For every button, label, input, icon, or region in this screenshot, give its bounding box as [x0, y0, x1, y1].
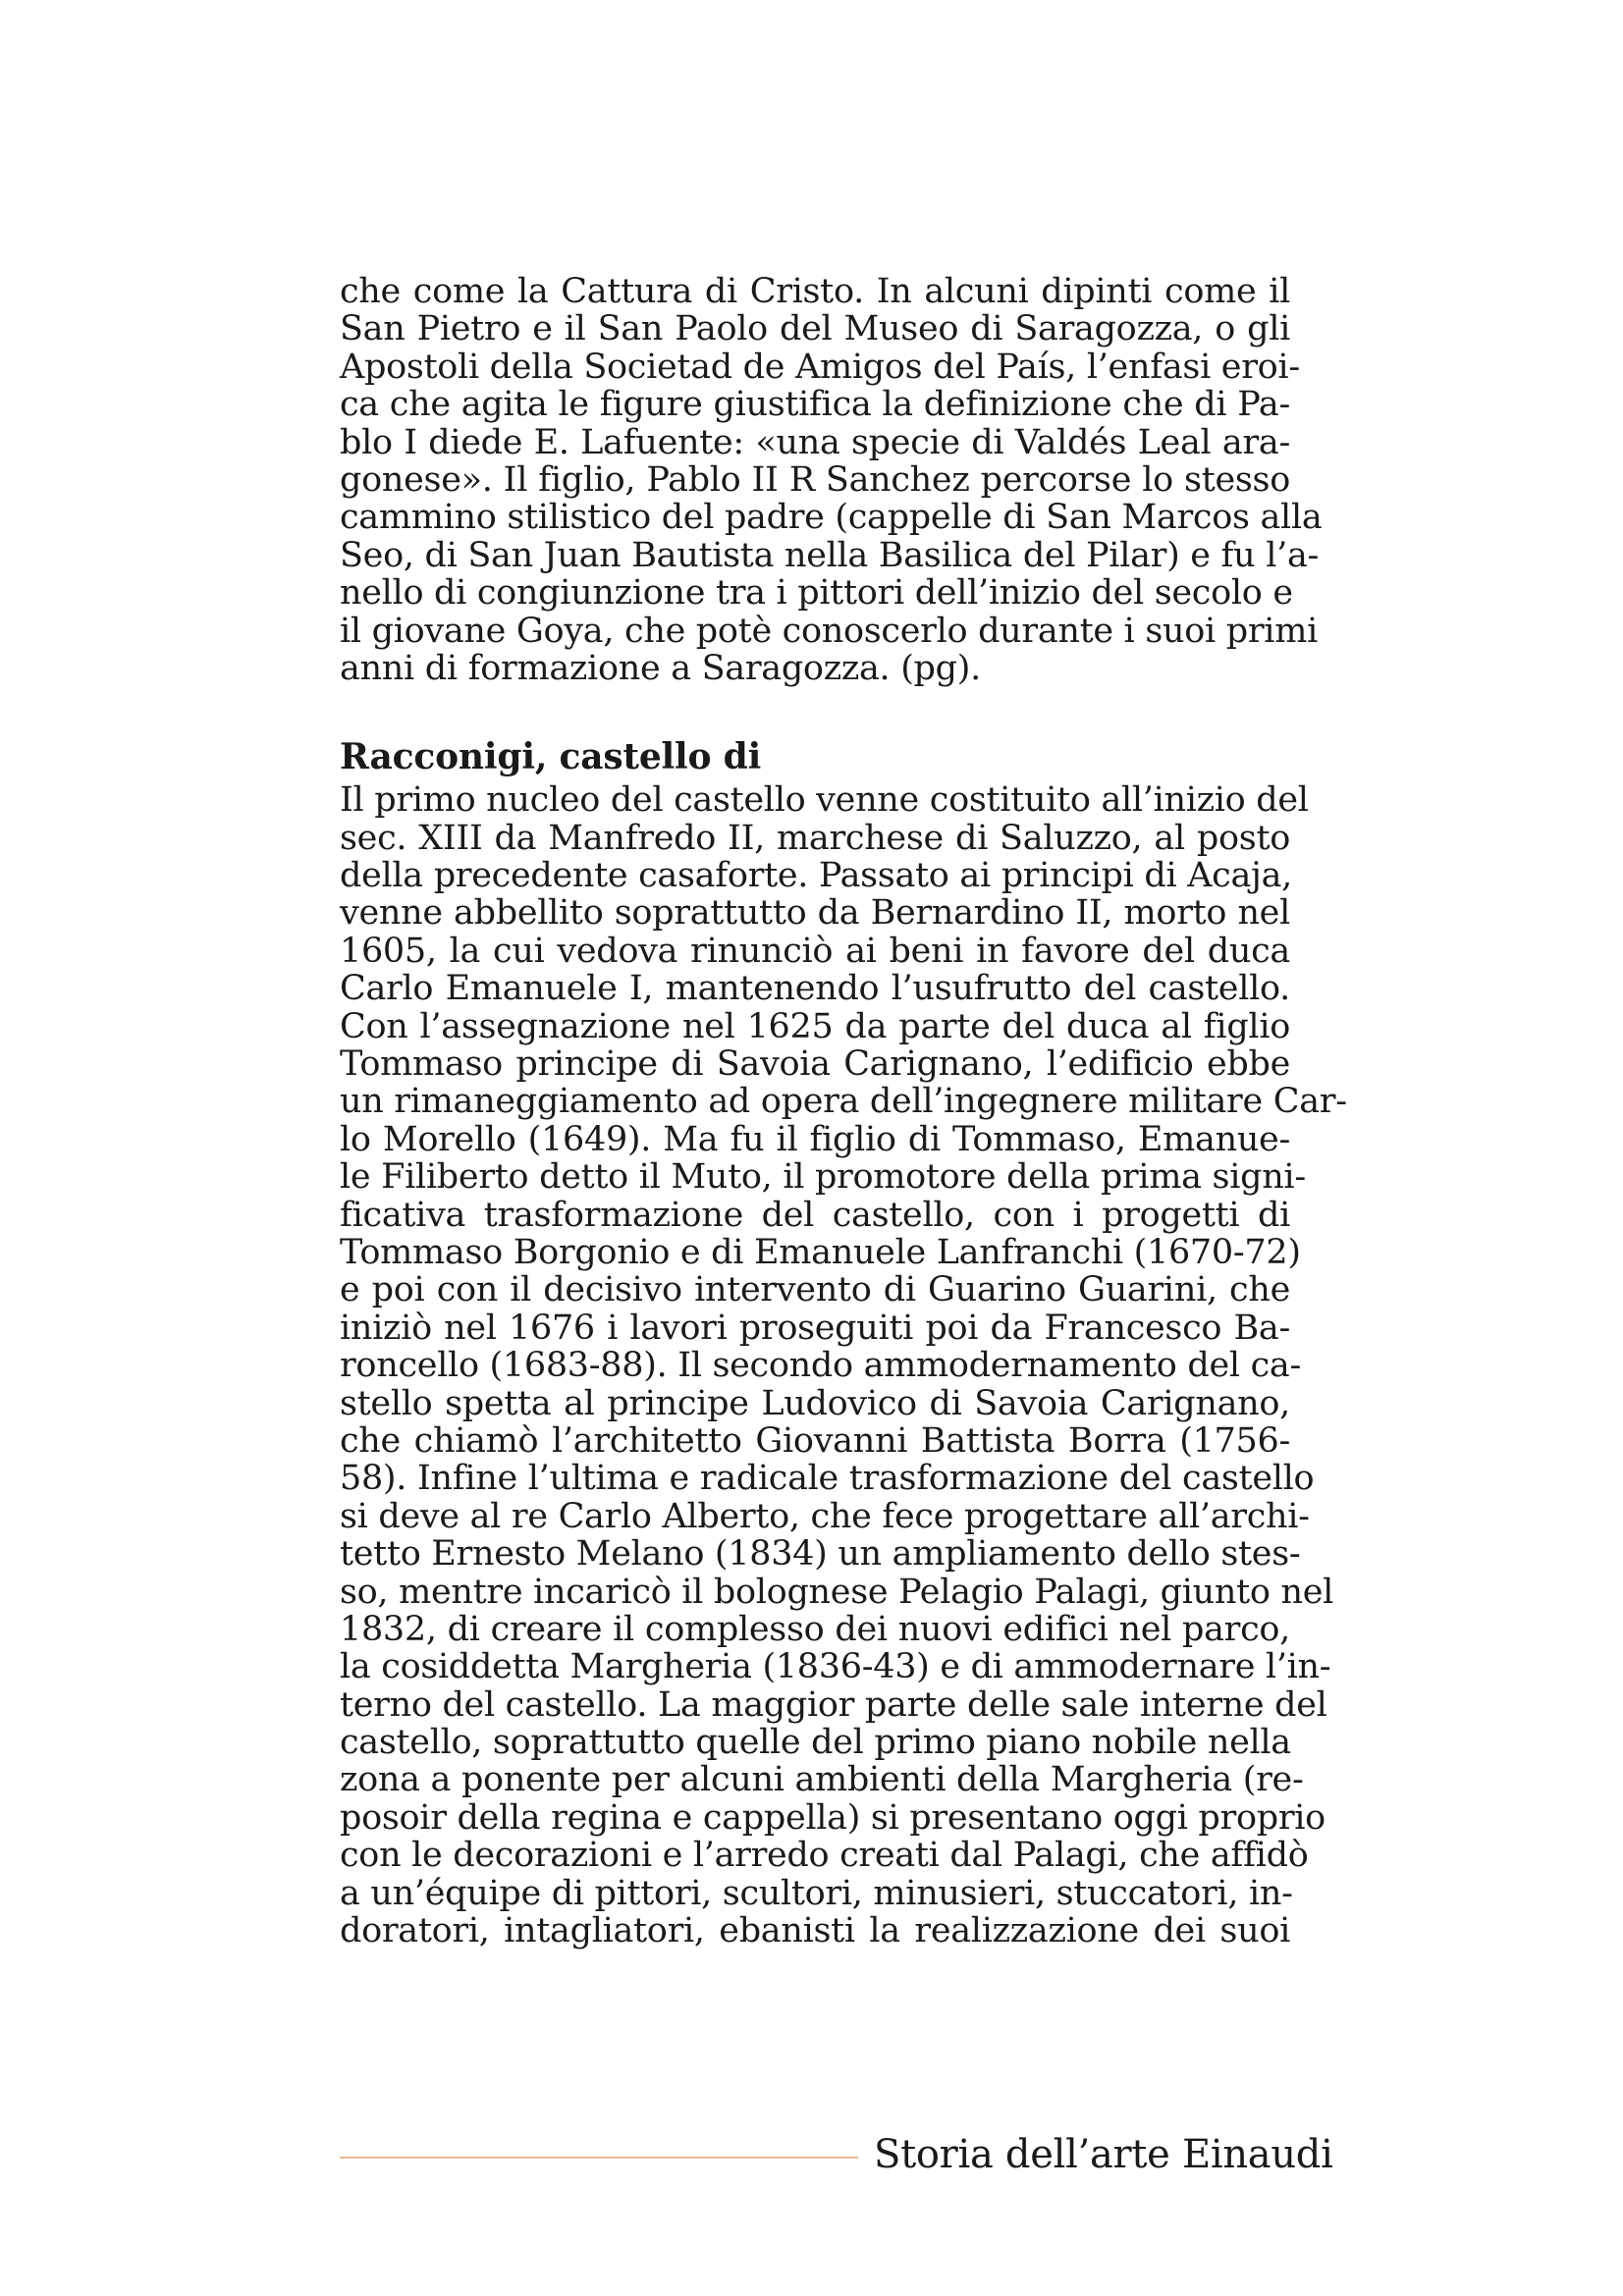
text-line: si deve al re Carlo Alberto, che fece progettare all’archi-: [340, 1496, 1310, 1536]
text-line: anni di formazione a Saragozza. (pg).: [340, 648, 981, 688]
text-line: zona a ponente per alcuni ambienti della Margheria (re-: [340, 1760, 1304, 1800]
footer-rule: [340, 2157, 858, 2159]
text-line: con le decorazioni e l’arredo creati dal Palagi, che affidò: [340, 1836, 1309, 1876]
previous-entry-continuation: [340, 272, 1323, 688]
text-line: che chiamò l’architetto Giovanni Battista Borra (1756-: [340, 1420, 1290, 1461]
text-line: San Pietro e il San Paolo del Museo di Saragozza, o gli: [340, 309, 1290, 349]
text-line: il giovane Goya, che potè conoscerlo durante i suoi primi: [340, 611, 1318, 651]
text-line: posoir della regina e cappella) si presentano oggi proprio: [340, 1797, 1325, 1838]
paragraph-gap: [340, 687, 1290, 732]
text-line: gonese». Il figlio, Pablo II R Sanchez percorse lo stesso: [340, 459, 1290, 500]
text-line: Carlo Emanuele I, mantenendo l’usufrutto del castello.: [340, 969, 1290, 1009]
text-line: 1605, la cui vedova rinunciò ai beni in favore del duca: [340, 931, 1290, 971]
text-line: ca che agita le figure giustifica la definizione che di Pa-: [340, 385, 1290, 425]
text-line: 58). Infine l’ultima e radicale trasformazione del castello: [340, 1459, 1315, 1499]
text-line: nello di congiunzione tra i pittori dell’inizio del secolo e: [340, 573, 1293, 614]
text-line: della precedente casaforte. Passato ai principi di Acaja,: [340, 856, 1292, 896]
text-line: Seo, di San Juan Bautista nella Basilica del Pilar) e fu l’a-: [340, 535, 1320, 575]
text-line: Apostoli della Societad de Amigos del País, l’enfasi eroi-: [340, 347, 1300, 387]
text-line: sec. XIII da Manfredo II, marchese di Saluzzo, al posto: [340, 818, 1290, 858]
text-line: le Filiberto detto il Muto, il promotore della prima signi-: [340, 1157, 1306, 1198]
text-line: un rimaneggiamento ad opera dell’ingegnere militare Car-: [340, 1082, 1347, 1122]
encyclopedia-entry: [340, 732, 1347, 1951]
entry-heading: Racconigi, castello di: [340, 736, 762, 778]
footer-title: Storia dell’arte Einaudi: [874, 2132, 1333, 2177]
text-line: blo I diede E. Lafuente: «una specie di Valdés Leal ara-: [340, 422, 1290, 462]
text-line: Con l’assegnazione nel 1625 da parte del duca al figlio: [340, 1006, 1290, 1046]
text-line: stello spetta al principe Ludovico di Savoia Carignano,: [340, 1383, 1290, 1423]
text-line: la cosiddetta Margheria (1836-43) e di ammodernare l’in-: [340, 1647, 1331, 1687]
text-line: Il primo nucleo del castello venne costituito all’inizio del: [340, 780, 1309, 821]
text-line: terno del castello. La maggior parte delle sale interne del: [340, 1684, 1327, 1725]
text-column: [340, 272, 1347, 1951]
text-line: Tommaso principe di Savoia Carignano, l’edificio ebbe: [340, 1044, 1290, 1085]
text-line: doratori, intagliatori, ebanisti la realizzazione dei suoi: [340, 1911, 1290, 1951]
text-line: roncello (1683-88). Il secondo ammodernamento del ca-: [340, 1346, 1301, 1386]
text-line: iniziò nel 1676 i lavori proseguiti poi da Francesco Ba-: [340, 1308, 1290, 1348]
text-line: tetto Ernesto Melano (1834) un ampliamento dello stes-: [340, 1534, 1301, 1575]
text-line: che come la Cattura di Cristo. In alcuni dipinti come il: [340, 272, 1290, 311]
text-line: lo Morello (1649). Ma fu il figlio di Tommaso, Emanue-: [340, 1119, 1290, 1159]
text-line: castello, soprattutto quelle del primo piano nobile nella: [340, 1723, 1291, 1763]
text-line: e poi con il decisivo intervento di Guarino Guarini, che: [340, 1270, 1290, 1310]
text-line: a un’équipe di pittori, scultori, minusieri, stuccatori, in-: [340, 1873, 1293, 1913]
text-line: ficativa trasformazione del castello, con i progetti di: [340, 1195, 1290, 1235]
text-line: Tommaso Borgonio e di Emanuele Lanfranchi (1670-72): [340, 1232, 1301, 1272]
text-line: venne abbellito soprattutto da Bernardino II, morto nel: [340, 893, 1290, 934]
text-line: cammino stilistico del padre (cappelle di San Marcos alla: [340, 498, 1323, 538]
text-line: 1832, di creare il complesso dei nuovi edifici nel parco,: [340, 1609, 1290, 1649]
text-line: so, mentre incaricò il bolognese Pelagio Palagi, giunto nel: [340, 1572, 1333, 1612]
